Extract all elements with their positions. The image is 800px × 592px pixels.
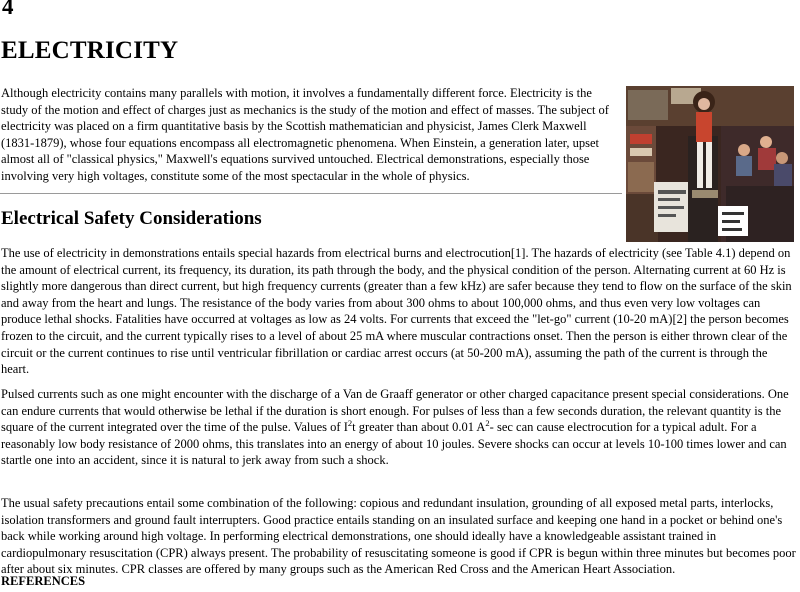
references-heading: REFERENCES (1, 574, 86, 588)
intro-paragraph: Although electricity contains many parallels with motion, it involves a fundamentally different force. Electricity is the study of the motion and effect of charges just as mechanics is the study of the motion and effect of masses. The subject of electricity was placed on a firm quantitative basis by the Scottish mathematician and physicist, James Clerk Maxwell (1831-1879), whose four equations encompass all electromagnetic phenomena. When Einstein, a generation later, upset almost all of "classical physics," Maxwell's equations survived untouched. Electrical demonstrations, especially those involving very high voltages, constitute some of the most spectacular in the whole of physics. (1, 86, 609, 183)
safety-paragraph: The use of electricity in demonstrations entails special hazards from electrical burns and electrocution[1]. The hazards of electricity (see Table 4.1) depend on the amount of electrical current, its frequency, its duration, its path through the body, and the physical condition of the person. Alternating current at 60 Hz is slightly more dangerous than direct current, but high frequency currents (greater than a few kHz) are safer because they tend to flow on the surface of the skin and away from the heart and lungs. The resistance of the body varies from about 300 ohms to about 100,000 ohms, and thus even very low voltages can produce lethal shocks. Fatalities have occurred at voltages as low as 24 volts. For currents that exceed the "let-go" current (10-20 mA)[2] the person becomes frozen to the circuit, and the current typically rises to a level of about 25 mA where muscular contractions onset. Then the person is either thrown clear of the circuit or the current continues to rise until ventricular fibrillation or cardiac arrest occurs (at 50-200 mA), assuming the path of the current is through the heart. (1, 246, 792, 377)
pulsed-currents-paragraph (1, 386, 797, 469)
demonstration-photo (626, 86, 794, 242)
superscript-2: 2 (485, 418, 490, 429)
chapter-title: ELECTRICITY (1, 37, 179, 64)
chapter-number: 4 (2, 0, 14, 19)
section-divider (0, 193, 622, 194)
section-heading: Electrical Safety Considerations (1, 208, 262, 229)
pulsed-text-a: Pulsed currents such as one might encounter with the discharge of a Van de Graaff generator or other charged capacitance present special considerations. One can endure currents that would otherwise be lethal if the duration is short enough. For pulses of less than a few seconds duration, the relevant quantity is the square of the current integrated over the time of the pulse. Values of I (1, 387, 789, 435)
pulsed-text-b: t greater than about 0.01 A (352, 420, 486, 435)
precautions-paragraph: The usual safety precautions entail some combination of the following: copious and redundant insulation, grounding of all exposed metal parts, interlocks, isolation transformers and ground fault interrupters. Good practice entails standing on an insulated surface and keeping one hand in a pocket or behind one's back while working around high voltage. In performing electrical demonstrations, one should ideally have a knowledgeable assistant trained in cardiopulmonary resuscitation (CPR) always present. The probability of resuscitating someone is good if CPR is begun within three minutes but becomes poor after about six minutes. CPR classes are offered by many groups such as the American Red Cross and the American Heart Association. (1, 496, 796, 577)
superscript-2: 2 (347, 418, 353, 429)
pulsed-text-c: - sec can cause electrocution for a typical adult. For a reasonably low body resistance of 2000 ohms, this translates into an energy of about 10 joules. Severe shocks can occur at levels 10-100 times lower and can startle one into an accident, since it is natural to jerk away from such a shock. (1, 420, 787, 468)
